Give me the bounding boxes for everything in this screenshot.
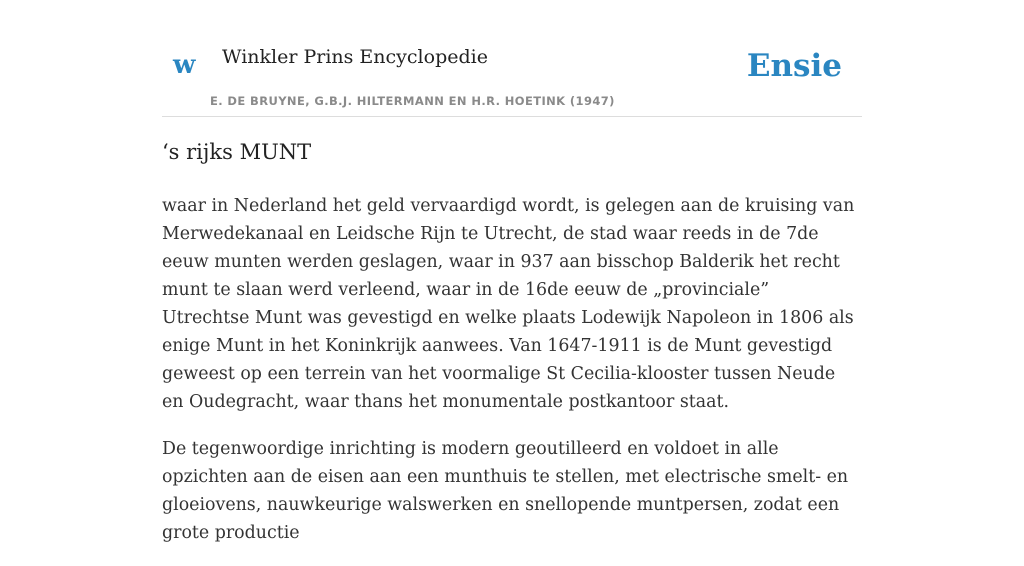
site-header bbox=[162, 0, 862, 117]
article-title: ‘s rijks MUNT bbox=[162, 140, 312, 164]
paragraph: waar in Nederland het geld vervaardigd wordt, is gelegen aan de kruising van Merwedekanaal en Leidsche Rijn te Utrecht, de stad waar reeds in de 7de eeuw munten werden geslagen, waar in 937 aan bisschop Balderik het recht munt te slaan werd verleend, waar in de 16de eeuw de „provinciale” Utrechtse Munt was gevestigd en welke plaats Lodewijk Napoleon in 1806 als enige Munt in het Koninkrijk aanwees. Van 1647-1911 is de Munt gevestigd geweest op een terrein van het voormalige St Cecilia-klooster tussen Neude en Oudegracht, waar thans het monumentale postkantoor staat. bbox=[162, 196, 855, 412]
authors-line: E. DE BRUYNE, G.B.J. HILTERMANN EN H.R. HOETINK (1947) bbox=[210, 94, 615, 108]
article-body bbox=[162, 192, 862, 566]
ensie-logo-link[interactable]: Ensie bbox=[746, 48, 842, 84]
encyclopedia-title[interactable]: Winkler Prins Encyclopedie bbox=[222, 46, 488, 68]
paragraph: De tegenwoordige inrichting is modern geoutilleerd en voldoet in alle opzichten aan de eisen aan een munthuis te stellen, met electrische smelt- en gloeiovens, nauwkeurige walswerken en snellopende muntpersen, zodat een grote productie bbox=[162, 439, 849, 543]
winkler-prins-logo[interactable]: w bbox=[173, 50, 196, 80]
